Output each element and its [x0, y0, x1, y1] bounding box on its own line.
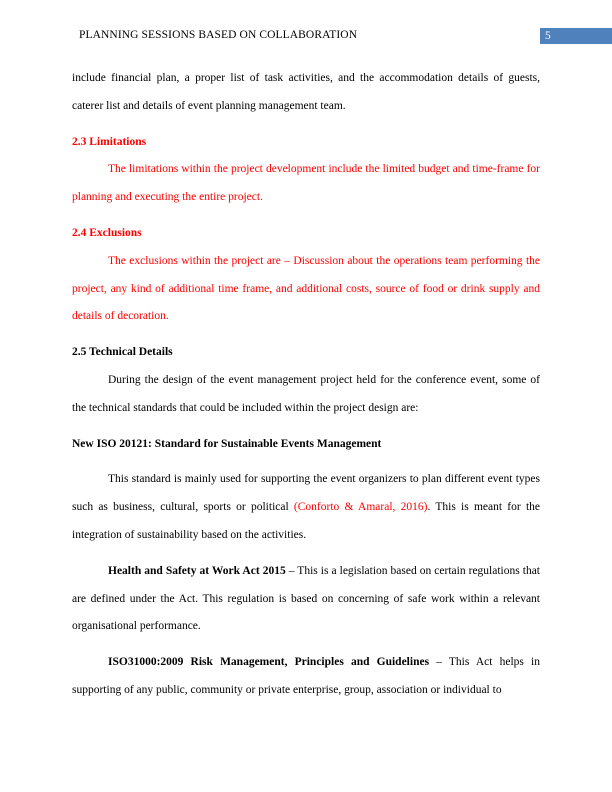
- heading-exclusions: 2.4 Exclusions: [72, 226, 142, 239]
- heading-iso-20121: New ISO 20121: Standard for Sustainable Events Management: [72, 437, 382, 450]
- citation-conforto-amaral: (Conforto & Amaral, 2016): [293, 501, 428, 514]
- heading-limitations: 2.3 Limitations: [72, 135, 147, 148]
- document-body: [72, 65, 540, 705]
- health-safety-act-title: Health and Safety at Work Act 2015: [108, 564, 286, 577]
- iso-31000-text: – This Act helps in supporting of any public, community or private enterprise, group, association or individual to: [72, 656, 540, 696]
- paragraph-exclusions: The exclusions within the project are – Discussion about the operations team performing the project, any kind of additional time frame, and additional costs, source of food or drink supply and details of decoration.: [72, 254, 540, 323]
- page-header: [0, 28, 612, 44]
- paragraph-intro: include financial plan, a proper list of task activities, and the accommodation details of guests, caterer list and details of event planning management team.: [72, 72, 540, 112]
- paragraph-health-safety-act: [72, 558, 540, 641]
- paragraph-limitations: The limitations within the project development include the limited budget and time-frame for planning and executing the entire project.: [72, 163, 540, 204]
- paragraph-iso-20121: [72, 466, 540, 549]
- health-safety-act-text: – This is a legislation based on certain regulations that are defined under the Act. This regulation is based on concerning of safe work within a relevant organisational performance.: [72, 564, 540, 633]
- running-head: PLANNING SESSIONS BASED ON COLLABORATION: [79, 29, 358, 41]
- iso-20121-text-after: . This is meant for the integration of sustainability based on the activities.: [72, 501, 540, 541]
- paragraph-iso-31000: [72, 649, 540, 705]
- paragraph-technical-details: During the design of the event management project held for the conference event, some of the technical standards that could be included within the project design are:: [72, 373, 540, 414]
- iso-20121-text-before: This standard is mainly used for supporting the event organizers to plan different event types such as business, cultural, sports or political: [72, 473, 540, 514]
- page-number: 5: [540, 28, 612, 44]
- iso-31000-title: ISO31000:2009 Risk Management, Principles and Guidelines: [108, 656, 430, 669]
- heading-technical-details: 2.5 Technical Details: [72, 346, 173, 359]
